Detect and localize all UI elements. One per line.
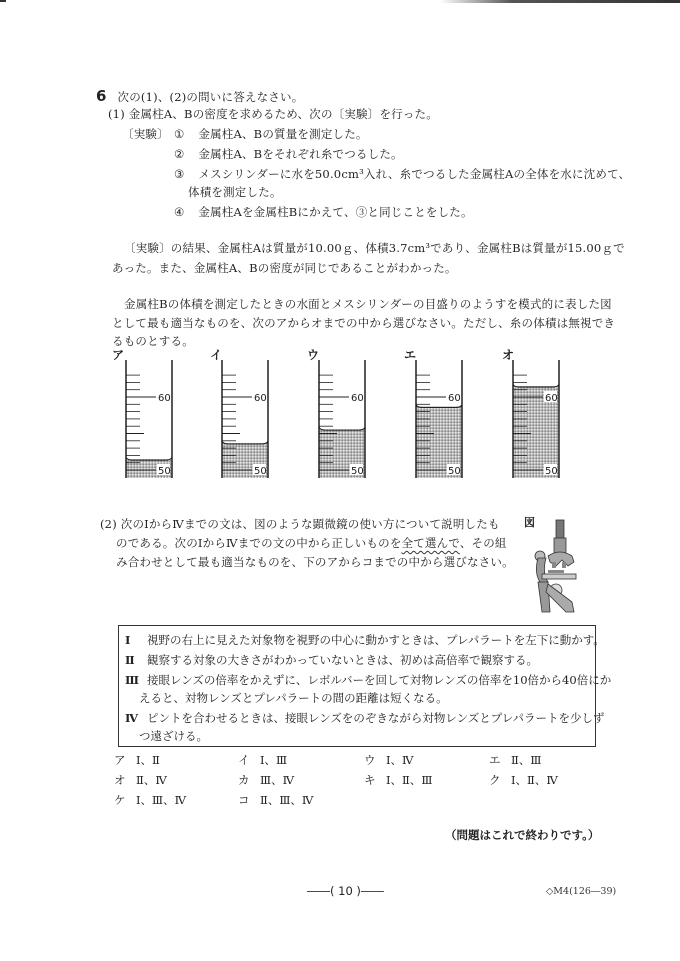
question-line-3: るものとする。 xyxy=(112,334,194,348)
choice-key: キ xyxy=(364,773,376,787)
statement-number: Ⅱ xyxy=(125,653,135,667)
choice-ka[interactable] xyxy=(238,772,294,788)
choice-value: Ⅲ、Ⅳ xyxy=(260,773,295,787)
measuring-cylinder-o[interactable] xyxy=(507,360,579,478)
scale-label-50: 50 xyxy=(254,466,267,477)
choice-value: Ⅱ、Ⅲ、Ⅳ xyxy=(260,793,314,807)
statement-number: Ⅰ xyxy=(125,633,131,647)
scale-label-60: 60 xyxy=(254,393,267,404)
water-surface xyxy=(222,441,268,444)
emphasis-all-select: 全て選んで xyxy=(401,536,460,550)
choice-key: エ xyxy=(489,753,501,767)
question-instruction: 次の(1)、(2)の問いに答えなさい。 xyxy=(117,90,304,104)
step-mark: ② xyxy=(174,147,185,161)
step-3-cont: 体積を測定した。 xyxy=(188,185,282,199)
part2-line-3: み合わせとして最も適当なものを、下のアからコまでの中から選びなさい。 xyxy=(116,555,514,569)
scale-label-60: 60 xyxy=(448,393,461,404)
statement-2 xyxy=(125,652,538,668)
choice-value: Ⅰ、Ⅲ xyxy=(260,753,288,767)
cylinder-label-a: ア xyxy=(112,348,125,362)
choice-value: Ⅱ、Ⅳ xyxy=(136,773,167,787)
choice-key: コ xyxy=(238,793,250,807)
cylinder-label-e: エ xyxy=(404,348,417,362)
question-header xyxy=(96,86,303,105)
question-line-1: 金属柱Bの体積を測定したときの水面とメスシリンダーの目盛りのようすを模式的に表した図 xyxy=(124,297,612,311)
step-mark: ④ xyxy=(174,205,185,219)
statement-number: Ⅳ xyxy=(125,711,139,725)
step-mark: ③ xyxy=(174,167,185,181)
choice-value: Ⅰ、Ⅱ、Ⅳ xyxy=(511,773,558,787)
choice-value: Ⅱ、Ⅲ xyxy=(511,753,542,767)
choice-ku[interactable] xyxy=(489,772,558,788)
part2-line-2-pre: のである。次のⅠからⅣまでの文の中から正しいものを xyxy=(116,536,402,550)
statement-number: Ⅲ xyxy=(125,673,140,687)
step-2 xyxy=(174,146,403,162)
choice-value: Ⅰ、Ⅲ、Ⅳ xyxy=(136,793,187,807)
choice-key: ア xyxy=(114,753,126,767)
statements-box xyxy=(118,625,612,747)
statement-4-cont: つ遠ざける。 xyxy=(139,729,208,743)
cylinder-label-i: イ xyxy=(210,348,223,362)
scale-label-50: 50 xyxy=(351,466,364,477)
result-line-1: 〔実験〕の結果、金属柱Aは質量が10.00ｇ、体積3.7cm³であり、金属柱Bは質量が15.00ｇで xyxy=(124,241,625,255)
step-text: メスシリンダーに水を50.0cm³入れ、糸でつるした金属柱Aの全体を水に沈めて、 xyxy=(198,167,631,181)
choice-o[interactable] xyxy=(114,772,167,788)
choice-key: ク xyxy=(489,773,501,787)
statement-text: 観察する対象の大きさがわかっていないときは、初めは高倍率で観察する。 xyxy=(147,653,538,667)
end-note: （問題はこれで終わりです。） xyxy=(445,828,600,842)
scale-label-50: 50 xyxy=(545,466,558,477)
scale-label-60: 60 xyxy=(351,393,364,404)
measuring-cylinder-a[interactable] xyxy=(120,360,192,478)
cylinder-label-u: ウ xyxy=(307,348,320,362)
choice-ke[interactable] xyxy=(114,792,186,808)
part2-line-2 xyxy=(116,535,507,551)
microscope-icon xyxy=(528,518,590,616)
measuring-cylinder-i[interactable] xyxy=(216,360,288,478)
scan-artifact-corner xyxy=(0,0,6,2)
step-text: 金属柱A、Bの質量を測定した。 xyxy=(198,127,368,141)
choice-value: Ⅰ、Ⅱ、Ⅲ xyxy=(386,773,433,787)
statement-text: 接眼レンズの倍率をかえずに、レボルバーを回して対物レンズの倍率を10倍から40倍にか xyxy=(147,673,612,687)
experiment-label: 〔実験〕 xyxy=(122,127,169,141)
statement-4 xyxy=(125,710,604,726)
step-4 xyxy=(174,204,473,220)
cylinder-label-o: オ xyxy=(502,348,515,362)
part2-line-2-post: 、その組 xyxy=(459,536,507,550)
choice-a[interactable] xyxy=(114,752,160,768)
part2-line-1: (2) 次のⅠからⅣまでの文は、図のような顕微鏡の使い方について説明したも xyxy=(100,517,500,531)
scale-label-50: 50 xyxy=(448,466,461,477)
step-text: 金属柱A、Bをそれぞれ糸でつるした。 xyxy=(198,147,403,161)
choice-key: オ xyxy=(114,773,126,787)
result-line-2: あった。また、金属柱A、Bの密度が同じであることがわかった。 xyxy=(112,261,457,275)
water-surface xyxy=(513,385,559,388)
choice-key: カ xyxy=(238,773,250,787)
question-line-2: として最も適当なものを、次のアからオまでの中から選びなさい。ただし、糸の体積は無視でき xyxy=(112,316,616,330)
figure-label: 図 xyxy=(524,516,535,529)
water-surface xyxy=(126,458,172,461)
choice-key: ケ xyxy=(114,793,126,807)
step-3 xyxy=(174,166,630,182)
question-number: 6 xyxy=(96,87,107,105)
scan-artifact-bar xyxy=(440,0,680,3)
choice-key: ウ xyxy=(364,753,376,767)
choice-ki[interactable] xyxy=(364,772,432,788)
scale-label-60: 60 xyxy=(158,393,171,404)
measuring-cylinder-e[interactable] xyxy=(410,360,482,478)
exam-code: ◇M4(126―39) xyxy=(546,886,617,897)
choice-u[interactable] xyxy=(364,752,414,768)
statement-text: 視野の右上に見えた対象物を視野の中心に動かすときは、プレパラートを左下に動かす。 xyxy=(147,633,605,647)
part1-intro: (1) 金属柱A、Bの密度を求めるため、次の〔実験〕を行った。 xyxy=(108,107,438,121)
water-surface xyxy=(319,428,365,431)
choice-value: Ⅰ、Ⅱ xyxy=(136,753,160,767)
water-surface xyxy=(416,405,462,408)
statement-1 xyxy=(125,632,605,648)
choice-key: イ xyxy=(238,753,250,767)
step-text: 金属柱Aを金属柱Bにかえて、③と同じことをした。 xyxy=(198,205,473,219)
choice-i[interactable] xyxy=(238,752,287,768)
step-1 xyxy=(174,126,368,142)
choice-value: Ⅰ、Ⅳ xyxy=(386,753,414,767)
step-mark: ① xyxy=(174,127,185,141)
choice-ko[interactable] xyxy=(238,792,313,808)
statement-3-cont: えると、対物レンズとプレパラートの間の距離は短くなる。 xyxy=(139,691,448,705)
scale-label-60: 60 xyxy=(545,393,558,404)
measuring-cylinder-u[interactable] xyxy=(313,360,385,478)
choice-e[interactable] xyxy=(489,752,541,768)
statement-text: ピントを合わせるときは、接眼レンズをのぞきながら対物レンズとプレパラートを少しず xyxy=(147,711,605,725)
scale-label-50: 50 xyxy=(158,466,171,477)
statement-3 xyxy=(125,672,611,688)
page-number: ――( 10 )―― xyxy=(307,884,384,898)
